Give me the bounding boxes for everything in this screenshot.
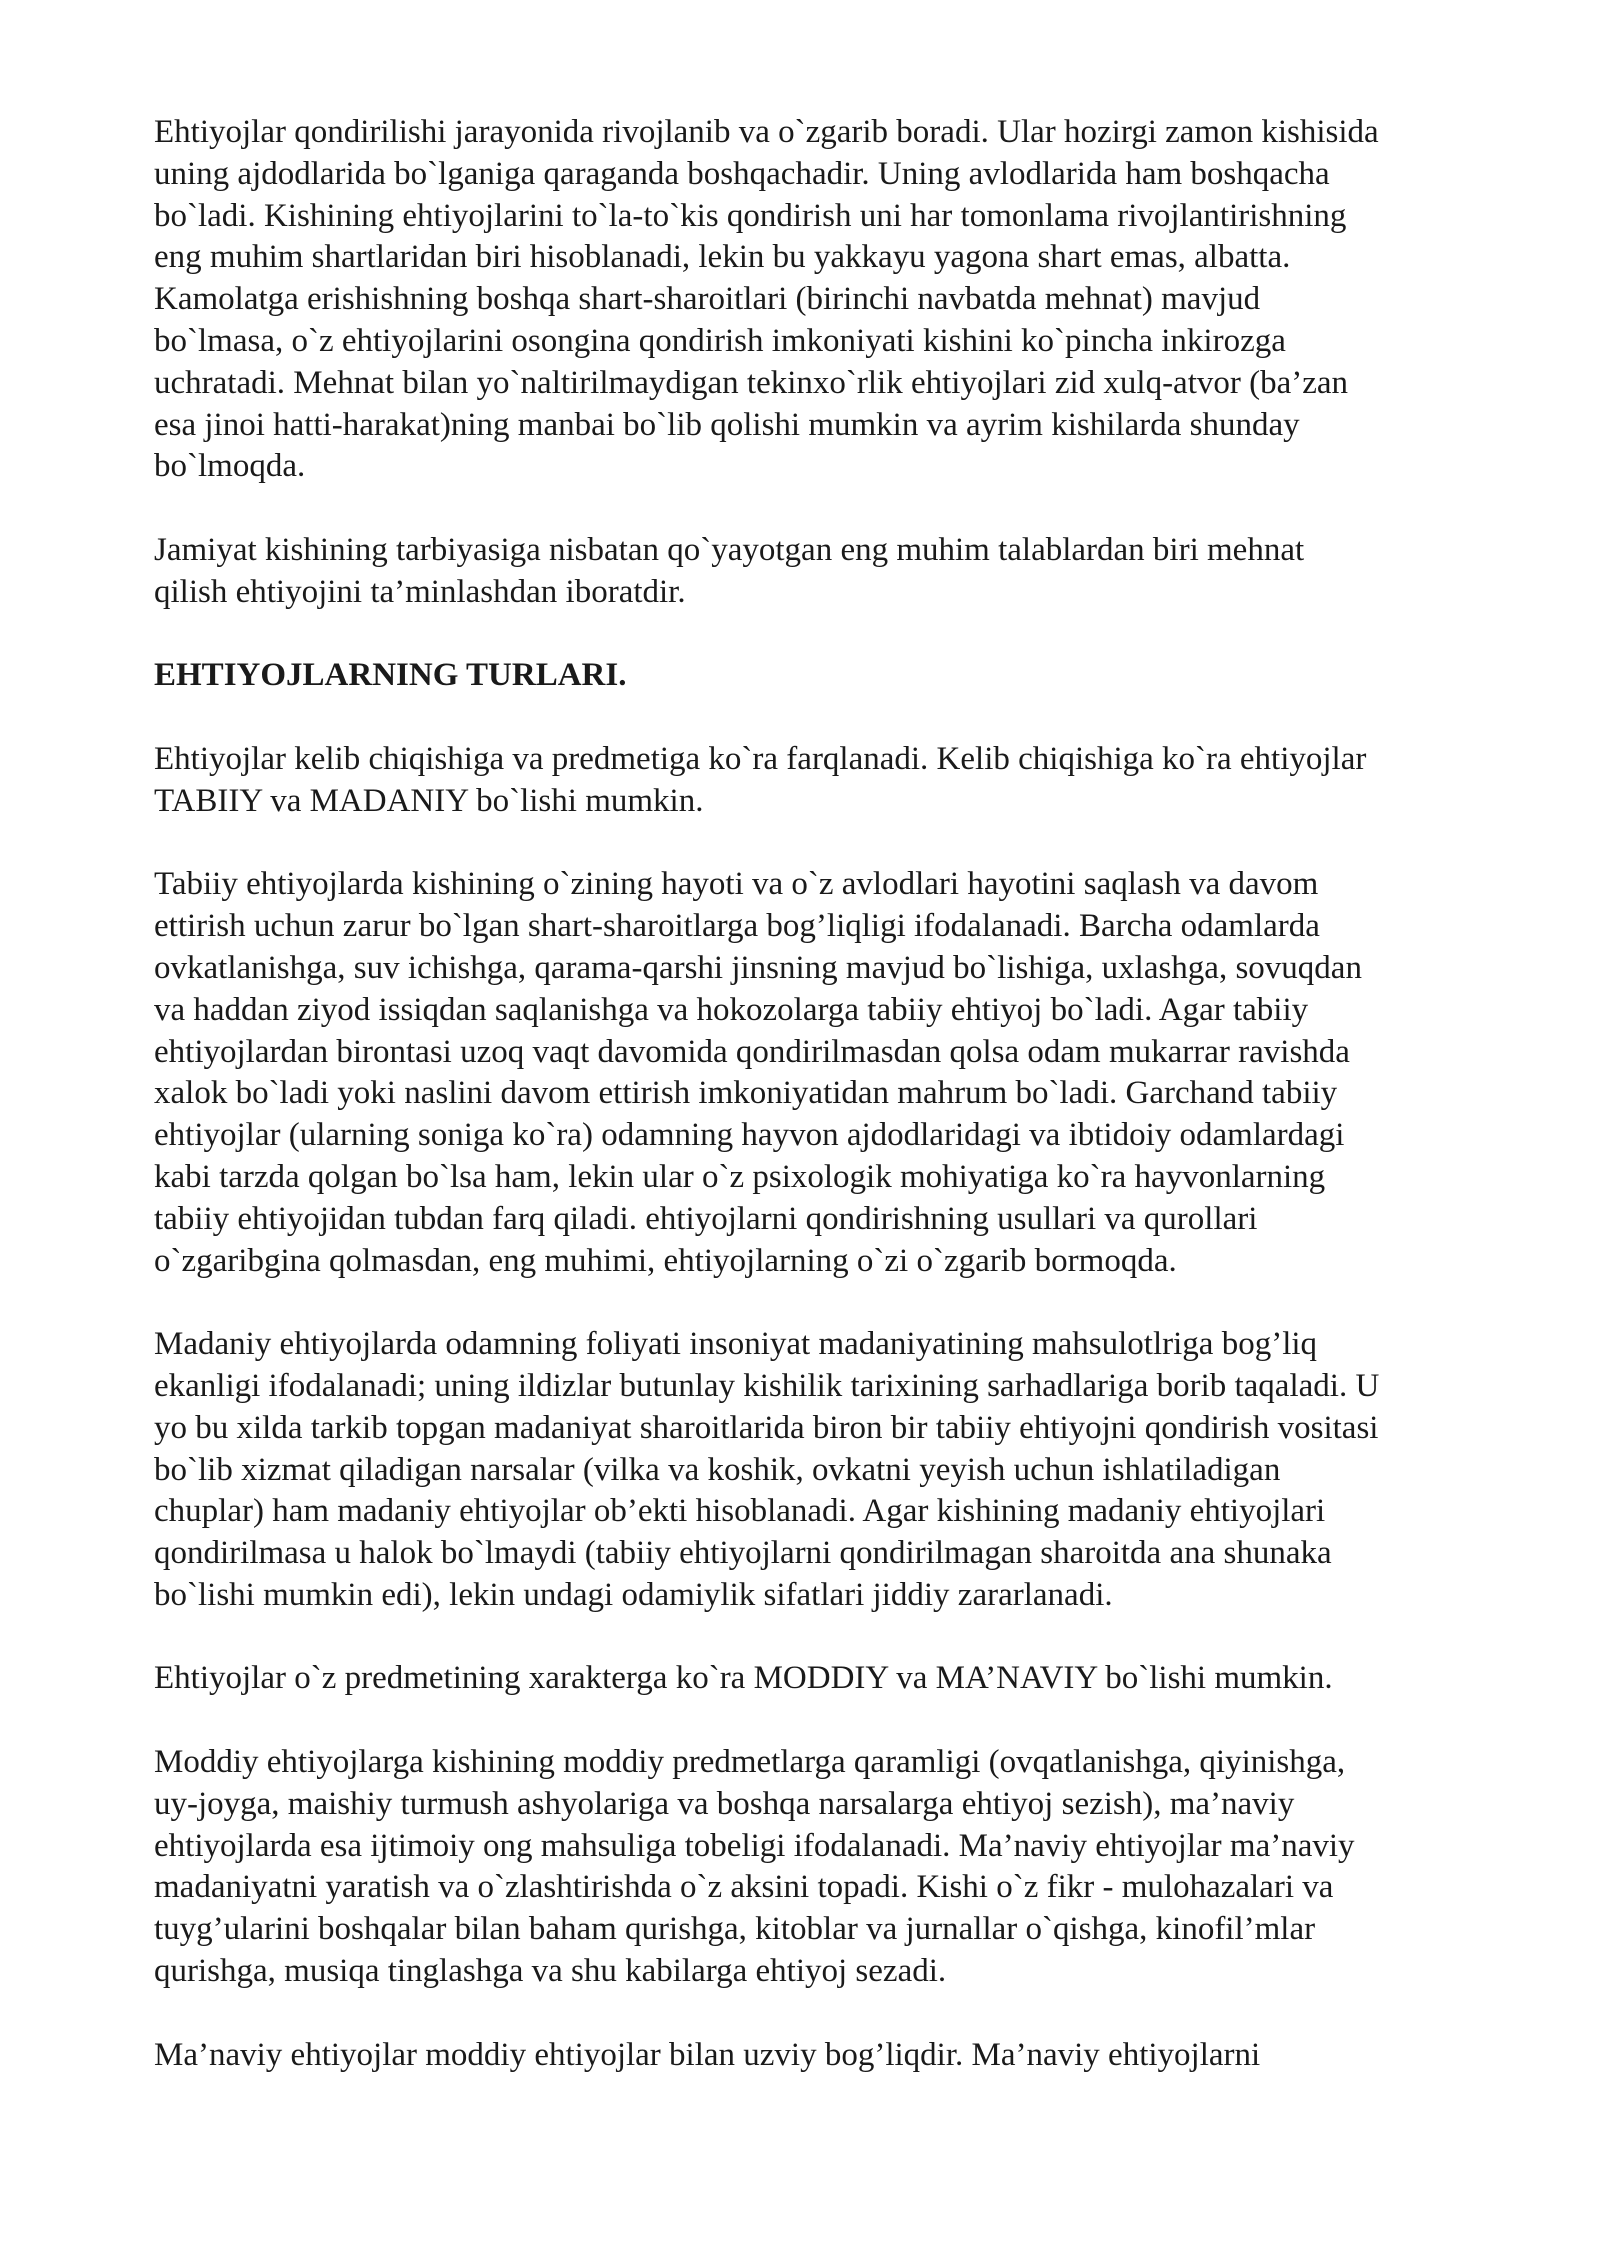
paragraph-5	[154, 1324, 1514, 1617]
text-line: o`zgaribgina qolmasdan, eng muhimi, ehtiyojlarning o`zi o`zgarib bormoqda.	[154, 1242, 1177, 1279]
text-line: ekanligi ifodalanadi; uning ildizlar butunlay kishilik tarixining sarhadlariga borib taqaladi. U	[154, 1367, 1380, 1404]
text-line: ovkatlanishga, suv ichishga, qarama-qarshi jinsning mavjud bo`lishiga, uxlashga, sovuqdan	[154, 949, 1362, 986]
paragraph-8	[154, 2035, 1514, 2077]
text-line: TABIIY va MADANIY bo`lishi mumkin.	[154, 782, 704, 819]
text-line: bo`lmoqda.	[154, 448, 306, 485]
text-line: Ehtiyojlar kelib chiqishiga va predmetiga ko`ra farqlanadi. Kelib chiqishiga ko`ra ehtiyojlar	[154, 740, 1367, 777]
text-line: Ehtiyojlar o`z predmetining xarakterga ko`ra MODDIY va MA’NAVIY bo`lishi mumkin.	[154, 1660, 1333, 1697]
document-page	[154, 112, 1514, 2118]
text-line: bo`lmasa, o`z ehtiyojlarini osongina qondirish imkoniyati kishini ko`pincha inkirozga	[154, 322, 1286, 359]
paragraph-2	[154, 530, 1514, 614]
paragraph-6	[154, 1658, 1514, 1700]
text-line: yo bu xilda tarkib topgan madaniyat sharoitlarida biron bir tabiiy ehtiyojni qondirish vositasi	[154, 1409, 1379, 1446]
text-line: qondirilmasa u halok bo`lmaydi (tabiiy ehtiyojlarni qondirilmagan sharoitda ana shunaka	[154, 1535, 1332, 1572]
text-line: kabi tarzda qolgan bo`lsa ham, lekin ular o`z psixologik mohiyatiga ko`ra hayvonlarning	[154, 1158, 1326, 1195]
text-line: Ehtiyojlar qondirilishi jarayonida rivojlanib va o`zgarib boradi. Ular hozirgi zamon kishisida	[154, 114, 1379, 150]
section-heading	[154, 655, 1514, 697]
text-line: va haddan ziyod issiqdan saqlanishga va hokozolarga tabiiy ehtiyoj bo`ladi. Agar tabiiy	[154, 991, 1309, 1028]
text-line: madaniyatni yaratish va o`zlashtirishda o`z aksini topadi. Kishi o`z fikr - mulohazalari va	[154, 1869, 1334, 1906]
text-line: Jamiyat kishining tarbiyasiga nisbatan qo`yayotgan eng muhim talablardan biri mehnat	[154, 531, 1305, 568]
text-line: chuplar) ham madaniy ehtiyojlar ob’ekti hisoblanadi. Agar kishining madaniy ehtiyojlari	[154, 1493, 1326, 1530]
text-line: bo`lib xizmat qiladigan narsalar (vilka va koshik, ovkatni yeyish uchun ishlatiladigan	[154, 1451, 1281, 1488]
text-line: tuyg’ularini boshqalar bilan baham qurishga, kitoblar va jurnallar o`qishga, kinofil’mlar	[154, 1911, 1316, 1948]
text-line: qilish ehtiyojini ta’minlashdan iboratdir.	[154, 573, 686, 610]
text-line: tabiiy ehtiyojidan tubdan farq qiladi. ehtiyojlarni qondirishning usullari va qurollari	[154, 1200, 1258, 1237]
text-line: ehtiyojlardan birontasi uzoq vaqt davomida qondirilmasdan qolsa odam mukarrar ravishda	[154, 1033, 1350, 1070]
text-line: Moddiy ehtiyojlarga kishining moddiy predmetlarga qaramligi (ovqatlanishga, qiyinishga,	[154, 1744, 1346, 1781]
text-line: eng muhim shartlaridan biri hisoblanadi, lekin bu yakkayu yagona shart emas, albatta.	[154, 239, 1291, 276]
text-line: Tabiiy ehtiyojlarda kishining o`zining hayoti va o`z avlodlari hayotini saqlash va davom	[154, 866, 1319, 903]
paragraph-7	[154, 1742, 1514, 1993]
paragraph-4	[154, 864, 1514, 1282]
text-line: Kamolatga erishishning boshqa shart-sharoitlari (birinchi navbatda mehnat) mavjud	[154, 281, 1261, 318]
text-line: esa jinoi hatti-harakat)ning manbai bo`lib qolishi mumkin va ayrim kishilarda shunday	[154, 406, 1300, 443]
paragraph-3	[154, 739, 1514, 823]
text-line: uy-joyga, maishiy turmush ashyolariga va boshqa narsalarga ehtiyoj sezish), ma’naviy	[154, 1785, 1295, 1822]
text-line: uchratadi. Mehnat bilan yo`naltirilmaydigan tekinxo`rlik ehtiyojlari zid xulq-atvor (ba’zan	[154, 364, 1349, 401]
text-line: ehtiyojlarda esa ijtimoiy ong mahsuliga tobeligi ifodalanadi. Ma’naviy ehtiyojlar ma’naviy	[154, 1827, 1355, 1864]
paragraph-1	[154, 112, 1514, 488]
text-line: uning ajdodlarida bo`lganiga qaraganda boshqachadir. Uning avlodlarida ham boshqacha	[154, 155, 1330, 192]
text-line: qurishga, musiqa tinglashga va shu kabilarga ehtiyoj sezadi.	[154, 1953, 947, 1990]
text-line: bo`lishi mumkin edi), lekin undagi odamiylik sifatlari jiddiy zararlanadi.	[154, 1576, 1113, 1613]
text-line: Ma’naviy ehtiyojlar moddiy ehtiyojlar bilan uzviy bog’liqdir. Ma’naviy ehtiyojlarni	[154, 2036, 1261, 2073]
text-line: ettirish uchun zarur bo`lgan shart-sharoitlarga bog’liqligi ifodalanadi. Barcha odamlarda	[154, 908, 1320, 945]
heading-text: EHTIYOJLARNING TURLARI.	[154, 657, 627, 694]
text-line: bo`ladi. Kishining ehtiyojlarini to`la-to`kis qondirish uni har tomonlama rivojlantirishning	[154, 197, 1347, 234]
text-line: Madaniy ehtiyojlarda odamning foliyati insoniyat madaniyatining mahsulotlriga bog’liq	[154, 1326, 1318, 1363]
text-line: ehtiyojlar (ularning soniga ko`ra) odamning hayvon ajdodlaridagi va ibtidoiy odamlardagi	[154, 1117, 1345, 1154]
text-line: xalok bo`ladi yoki naslini davom ettirish imkoniyatidan mahrum bo`ladi. Garchand tabiiy	[154, 1075, 1338, 1112]
